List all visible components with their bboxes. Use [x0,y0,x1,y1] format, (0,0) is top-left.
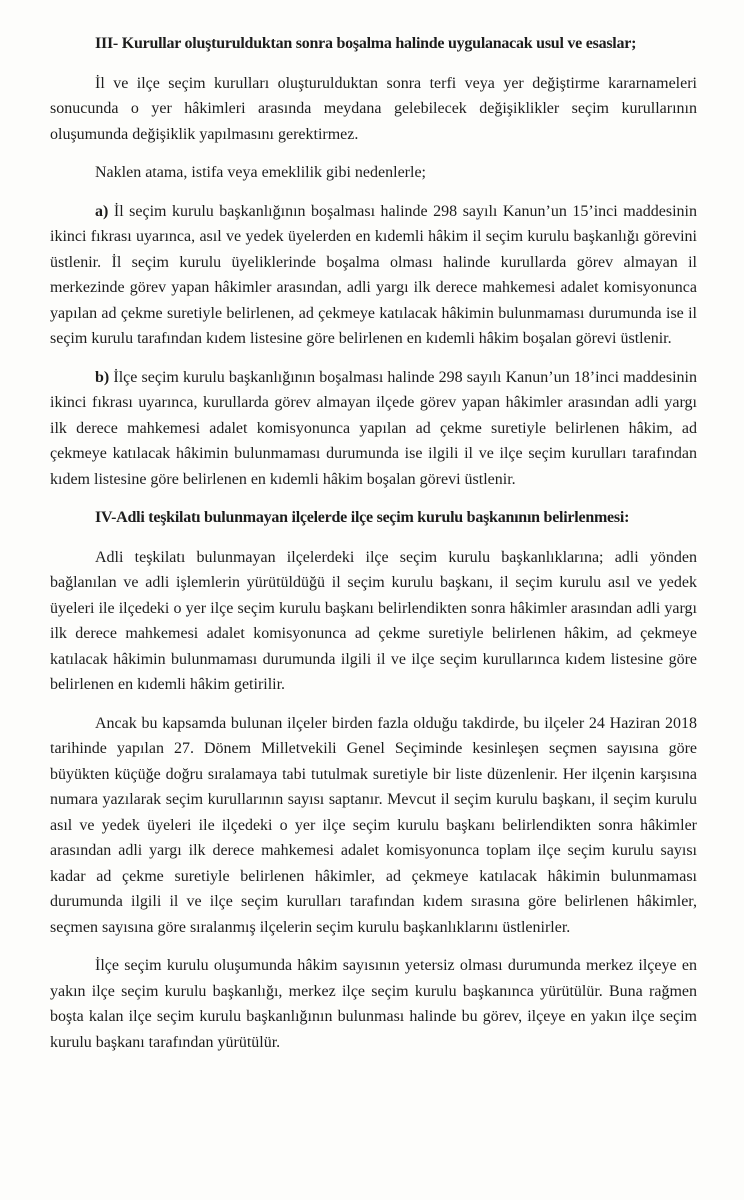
item-b-label: b) [95,368,110,386]
paragraph-item-a [50,199,697,352]
paragraph-vacancy-reasons: Naklen atama, istifa veya emeklilik gibi nedenlerle; [95,164,426,181]
paragraph-no-judicial-org: Adli teşkilatı bulunmayan ilçelerdeki ilçe seçim kurulu başkanlıklarına; adli yönden bağlanılan ve adli işlemlerin yürütüldüğü il seçim kurulu başkanı, il seçim kurulu asıl ve yedek üyeleri ile ilçedeki o yer ilçe seçim kurulu başkanı belirlendikten sonra hâkimler arasından adli yargı ilk derece mahkemesi adalet komisyonunca ad çekme suretiyle belirlenen hâkim, ad çekmeye katılacak hâkimin bulunmaması durumunda ilgili il ve ilçe seçim kurullarınca kıdem listesine göre belirlenen en kıdemli hâkim getirilir. [50,548,697,693]
section-heading-iv: IV-Adli teşkilatı bulunmayan ilçelerde ilçe seçim kurulu başkanının belirlenmesi: [95,509,630,526]
section-heading-iii: III- Kurullar oluşturulduktan sonra boşalma halinde uygulanacak usul ve esaslar; [95,35,637,52]
item-a-text: İl seçim kurulu başkanlığının boşalması halinde 298 sayılı Kanun’un 15’inci maddesinin ikinci fıkrası uyarınca, asıl ve yedek üyelerden en kıdemli hâkim il seçim kurulu başkanlığı görevini üstlenir. İl seçim kurulu üyeliklerinde boşalma olması halinde kurullarda görev almayan il merkezinde görev yapan hâkimler arasından, adli yargı ilk derece mahkemesi adalet komisyonunca yapılan ad çekme suretiyle belirlenen, ad çekmeye katılacak hâkimin bulunmaması durumunda ise il seçim kurulu tarafından kıdem listesine göre belirlenen en kıdemli hâkim boşalan görevi üstlenir. [50,202,697,347]
item-a-label: a) [95,202,109,220]
paragraph-item-b [50,365,697,493]
paragraph-multiple-districts: Ancak bu kapsamda bulunan ilçeler birden fazla olduğu takdirde, bu ilçeler 24 Haziran 2018 tarihinde yapılan 27. Dönem Milletvekili Genel Seçiminde kesinleşen seçmen sayısına göre büyükten küçüğe doğru sıralamaya tabi tutulmak suretiyle bir liste düzenlenir. Her ilçenin karşısına numara yazılarak seçim kurullarının sayısı saptanır. Mevcut il seçim kurulu başkanı, il seçim kurulu asıl ve yedek üyeleri ile ilçedeki o yer ilçe seçim kurulu başkanı belirlendikten sonra hâkimler arasından adli yargı ilk derece mahkemesi adalet komisyonunca toplam ilçe seçim kurulu sayısı kadar ad çekme suretiyle belirlenen hâkimler, ad çekmeye katılacak hâkimin bulunmaması durumunda ilgili il ve ilçe seçim kurulları tarafından kıdem sırasına göre belirlenen hâkimler, seçmen sayısına göre sıralanmış ilçelerin seçim kurulu başkanlıklarını üstlenirler. [50,714,697,936]
paragraph-insufficient-judges: İlçe seçim kurulu oluşumunda hâkim sayısının yetersiz olması durumunda merkez ilçeye en yakın ilçe seçim kurulu başkanlığı, merkez ilçe seçim kurulu başkanınca yürütülür. Buna rağmen boşta kalan ilçe seçim kurulu başkanlığının bulunması halinde bu görev, ilçeye en yakın ilçe seçim kurulu başkanı tarafından yürütülür. [50,957,697,1051]
item-b-text: İlçe seçim kurulu başkanlığının boşalması halinde 298 sayılı Kanun’un 18’inci maddesinin ikinci fıkrası uyarınca, kurullarda görev almayan ilçede görev yapan hâkimler arasından adli yargı ilk derece mahkemesi adalet komisyonunca yapılan ad çekme suretiyle belirlenen hâkim, ad çekmeye katılacak hâkimin bulunmaması durumunda ise ilgili il ve ilçe seçim kurulları tarafından kıdem listesine göre belirlenen en kıdemli hâkim boşalan görevi üstlenir. [50,368,697,488]
paragraph-formation-changes: İl ve ilçe seçim kurulları oluşturulduktan sonra terfi veya yer değiştirme kararnameleri sonucunda o yer hâkimleri arasında meydana gelebilecek değişiklikler seçim kurullarının oluşumunda değişiklik yapılmasını gerektirmez. [50,74,697,143]
